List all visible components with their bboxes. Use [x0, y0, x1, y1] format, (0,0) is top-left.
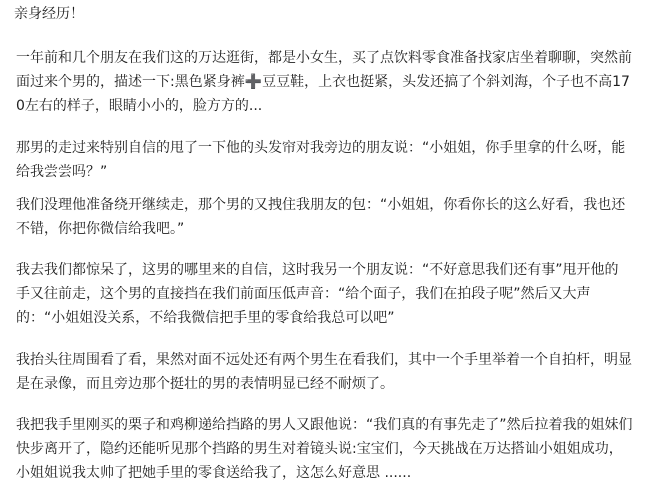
- paragraph-3: 我们没理他准备绕开继续走，那个男的又拽住我朋友的包：“小姐姐，你看你长的这么好看，我也还不错，你把你微信给我吧。”: [16, 197, 626, 237]
- paragraph-1: 一年前和几个朋友在我们这的万达逛街，都是小女生，买了点饮料零食准备找家店坐着聊聊，突然前面过来个男的，描述一下:黑色紧身裤➕豆豆鞋，上衣也挺紧，头发还搞了个斜刘海，个子也不高170左右的样子，眼睛小小的，脸方方的...: [16, 50, 632, 114]
- paragraph-6: 我把我手里刚买的栗子和鸡柳递给挡路的男人又跟他说：“我们真的有事先走了”然后拉着我的姐妹们快步离开了，隐约还能听见那个挡路的男生对着镜头说:宝宝们，今天挑战在万达搭讪小姐姐成功，小姐姐说我太帅了把她手里的零食送给我了，这怎么好意思 ......: [16, 417, 633, 481]
- paragraph-4: 我去我们都惊呆了，这男的哪里来的自信，这时我另一个朋友说：“不好意思我们还有事”甩开他的手又往前走，这个男的直接挡在我们前面压低声音：“给个面子，我们在拍段子呢”然后又大声的：“小姐姐没关系，不给我微信把手里的零食给我总可以吧”: [16, 262, 619, 326]
- paragraph-5: 我抬头往周围看了看，果然对面不远处还有两个男生在看我们，其中一个手里举着一个自拍杆，明显是在录像，而且旁边那个挺壮的男的表情明显已经不耐烦了。: [16, 352, 632, 392]
- greeting-line: 亲身经历！: [14, 6, 84, 22]
- paragraph-2: 那男的走过来特别自信的甩了一下他的头发帘对我旁边的朋友说：“小姐姐，你手里拿的什么呀，能给我尝尝吗？”: [16, 140, 626, 180]
